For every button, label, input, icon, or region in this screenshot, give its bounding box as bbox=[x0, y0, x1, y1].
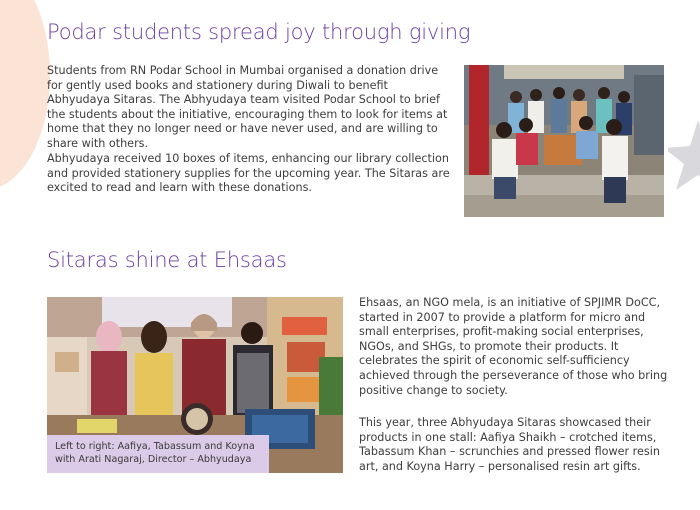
section-title-ehsaas: Sitaras shine at Ehsaas bbox=[47, 248, 287, 272]
ehsaas-paragraph-1: Ehsaas, an NGO mela, is an initiative of SPJIMR DoCC, started in 2007 to provide a platform for micro and small enterprises, profit-making social enterprises, NGOs, and SHGs, to promote their products. It celebrates the spirit of economic self-sufficiency achieved through the perseverance of those who bring positive change to society. bbox=[359, 296, 668, 397]
photo-caption: Left to right: Aafiya, Tabassum and Koyna with Arati Nagaraj, Director – Abhyudaya bbox=[47, 435, 269, 473]
ehsaas-paragraph-2: This year, three Abhyudaya Sitaras showcased their products in one stall: Aafiya Shaikh – crotched items, Tabassum Khan – scrunchies and pressed flower resin art, and Koyna Harry – personalised resin art gifts. bbox=[359, 416, 660, 473]
section-title-podar: Podar students spread joy through giving bbox=[47, 20, 471, 44]
decorative-blob bbox=[0, 0, 50, 190]
star-icon bbox=[668, 120, 700, 200]
photo-podar-students bbox=[464, 65, 664, 217]
podar-paragraph-1: Students from RN Podar School in Mumbai organised a donation drive for gently used books and stationery during Diwali to benefit Abhyudaya Sitaras. The Abhyudaya team visited Podar School to brief the students about the initiative, encouraging them to look for items at home that they no longer need or have never used, and are willing to share with others. bbox=[47, 64, 448, 150]
podar-paragraph-2: Abhyudaya received 10 boxes of items, enhancing our library collection and provided stationery supplies for the upcoming year. The Sitaras are excited to read and learn with these donations. bbox=[47, 152, 450, 195]
